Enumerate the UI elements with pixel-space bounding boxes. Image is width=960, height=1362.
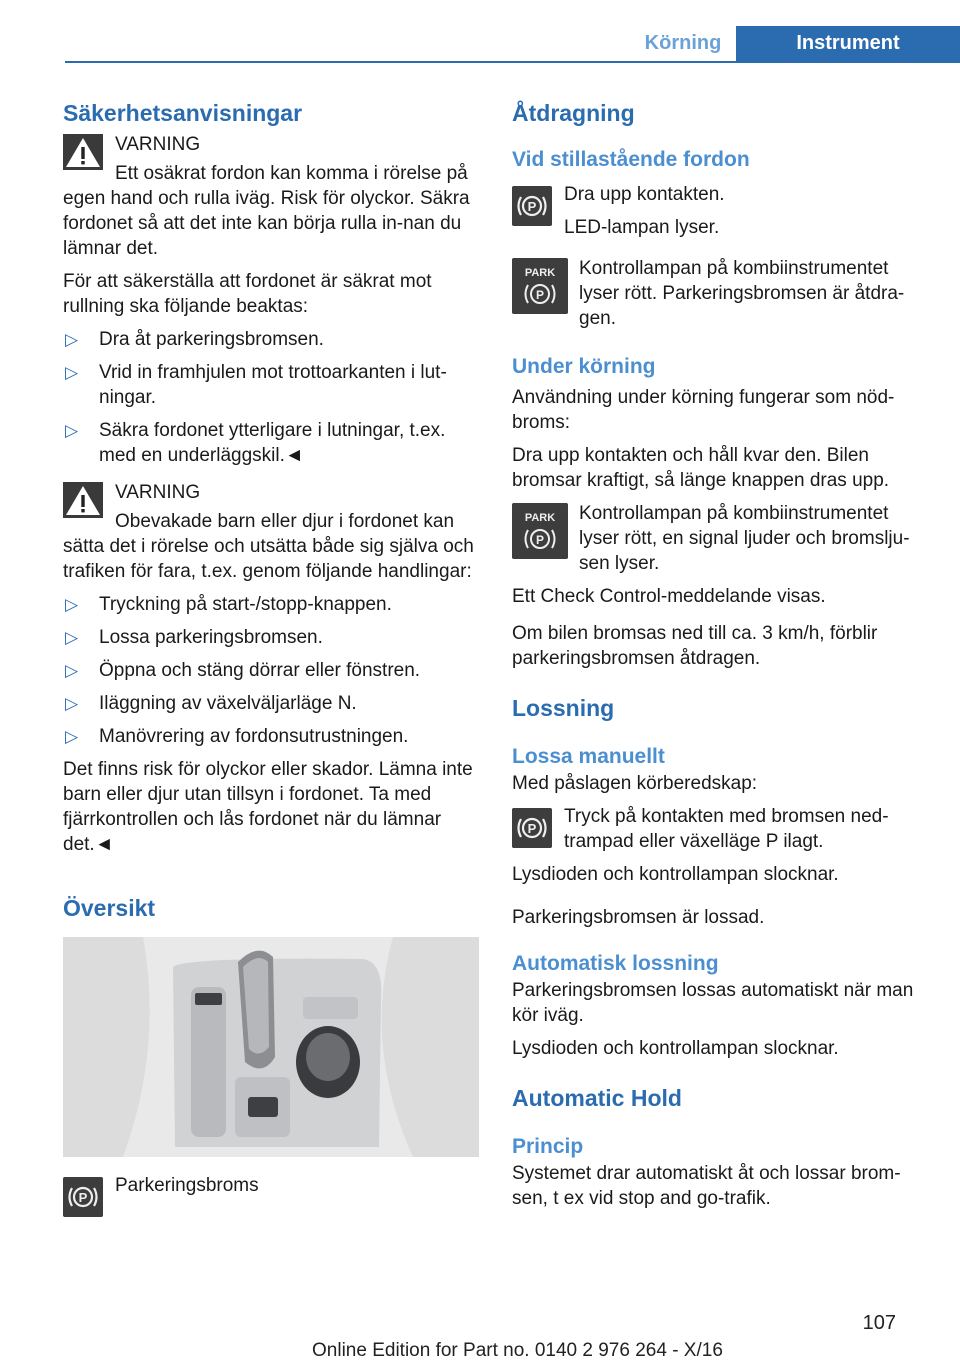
console-photo bbox=[63, 937, 479, 1157]
parking-brake-icon bbox=[512, 808, 552, 848]
paragraph: Dra upp kontakten och håll kvar den. Bilen bromsar kraftigt, så länge knappen dras upp. bbox=[512, 445, 890, 491]
warning-2 bbox=[63, 480, 481, 584]
instruction-row bbox=[512, 182, 932, 240]
heading-principle: Princip bbox=[512, 1135, 584, 1158]
svg-text:PARK: PARK bbox=[524, 512, 556, 524]
right-column bbox=[512, 98, 932, 1211]
caption-row bbox=[63, 1173, 481, 1213]
heading-driving: Under körning bbox=[512, 355, 656, 378]
indicator-text: Kontrollampan på kombiinstrumentet lyser rött. Parkeringsbromsen är åtdra‐gen. bbox=[579, 258, 905, 329]
left-column bbox=[63, 98, 481, 1213]
bullet-icon: ▷ bbox=[65, 628, 79, 647]
list-item: ▷ Manövrering av fordonsutrustningen. bbox=[65, 726, 409, 747]
list-item: ▷ Vrid in framhjulen mot trottoarkanten i lut‐ningar. bbox=[65, 362, 447, 408]
warning-text: Ett osäkrat fordon kan komma i rörelse på egen hand och rulla iväg. Risk för olyckor. Säkra fordonet så att det inte kan börja rulla in‐nan du lämnar det. bbox=[63, 163, 470, 259]
bullet-icon: ▷ bbox=[65, 330, 79, 349]
list-item: ▷ Säkra fordonet ytterligare i lutningar, t.ex. med en underläggskil.◄ bbox=[65, 420, 446, 466]
list-item: ▷ Öppna och stäng dörrar eller fönstren. bbox=[65, 660, 421, 681]
instruction-text: Tryck på kontakten med bromsen ned‐trampad eller växelläge P ilagt. bbox=[564, 806, 889, 852]
tab-instrument: Instrument bbox=[736, 26, 960, 62]
bullet-icon: ▷ bbox=[65, 727, 79, 746]
warning-title: VARNING bbox=[115, 134, 201, 155]
svg-text:P: P bbox=[535, 533, 545, 547]
park-indicator-icon bbox=[512, 503, 568, 559]
svg-text:PARK: PARK bbox=[524, 267, 556, 279]
parking-brake-icon bbox=[512, 186, 552, 226]
list-item: ▷ Lossa parkeringsbromsen. bbox=[65, 627, 323, 648]
parking-brake-icon bbox=[63, 1177, 103, 1217]
svg-text:P: P bbox=[535, 288, 545, 302]
caption-text: Parkeringsbroms bbox=[115, 1175, 259, 1196]
heading-release: Lossning bbox=[512, 695, 615, 721]
svg-text:P: P bbox=[78, 1190, 88, 1205]
warning-1 bbox=[63, 132, 481, 261]
indicator-row bbox=[512, 256, 932, 331]
instruction-text: LED-lampan lyser. bbox=[564, 217, 720, 238]
heading-manual: Lossa manuellt bbox=[512, 745, 665, 768]
list-item: ▷ Dra åt parkeringsbromsen. bbox=[65, 329, 324, 350]
park-indicator-icon bbox=[512, 258, 568, 314]
paragraph: Om bilen bromsas ned till ca. 3 km/h, förblir parkeringsbromsen åtdragen. bbox=[512, 623, 878, 669]
paragraph: Systemet drar automatiskt åt och lossar brom‐sen, t ex vid stop and go-trafik. bbox=[512, 1163, 901, 1209]
paragraph: Lysdioden och kontrollampan slocknar. bbox=[512, 864, 839, 885]
paragraph: Användning under körning fungerar som nöd‐broms: bbox=[512, 387, 895, 433]
list-item: ▷ Tryckning på start-/stopp-knappen. bbox=[65, 594, 392, 615]
tab-korning: Körning bbox=[644, 32, 722, 54]
bullet-icon: ▷ bbox=[65, 595, 79, 614]
bullet-icon: ▷ bbox=[65, 661, 79, 680]
warning-icon bbox=[63, 482, 103, 518]
svg-text:P: P bbox=[527, 199, 537, 214]
paragraph: Parkeringsbromsen lossas automatiskt när man kör iväg. bbox=[512, 980, 914, 1026]
heading-auto-release: Automatisk lossning bbox=[512, 952, 719, 975]
header-rule bbox=[65, 61, 960, 63]
warning-text: Obevakade barn eller djur i fordonet kan sätta det i rörelse och utsätta både sig själva och trafiken för fara, t.ex. genom följande handlingar: bbox=[63, 511, 474, 582]
instruction-row bbox=[512, 804, 932, 854]
paragraph: Med påslagen körberedskap: bbox=[512, 773, 758, 794]
heading-automatic-hold: Automatic Hold bbox=[512, 1085, 682, 1111]
heading-safety: Säkerhetsanvisningar bbox=[63, 100, 303, 126]
bullet-icon: ▷ bbox=[65, 421, 79, 440]
bullet-icon: ▷ bbox=[65, 363, 79, 382]
heading-apply: Åtdragning bbox=[512, 100, 635, 126]
svg-text:P: P bbox=[527, 821, 537, 836]
indicator-text: Kontrollampan på kombiinstrumentet lyser rött, en signal ljuder och bromslju‐sen lyser. bbox=[579, 503, 910, 574]
paragraph: Det finns risk för olyckor eller skador. Lämna inte barn eller djur utan tillsyn i fordonet. Ta med fjärrkontrollen och lås fordonet när du lämnar det.◄ bbox=[63, 759, 473, 855]
paragraph: Lysdioden och kontrollampan slocknar. bbox=[512, 1038, 839, 1059]
paragraph: Ett Check Control-meddelande visas. bbox=[512, 586, 826, 607]
indicator-row bbox=[512, 501, 932, 576]
list-item: ▷ Iläggning av växelväljarläge N. bbox=[65, 693, 357, 714]
warning-title: VARNING bbox=[115, 482, 201, 503]
edition-text: Online Edition for Part no. 0140 2 976 264 - X/16 bbox=[312, 1340, 723, 1361]
paragraph: För att säkerställa att fordonet är säkrat mot rullning ska följande beaktas: bbox=[63, 271, 432, 317]
bullet-icon: ▷ bbox=[65, 694, 79, 713]
heading-standstill: Vid stillastående fordon bbox=[512, 148, 750, 171]
warning-icon bbox=[63, 134, 103, 170]
instruction-text: Dra upp kontakten. bbox=[564, 184, 725, 205]
heading-overview: Översikt bbox=[63, 895, 156, 921]
paragraph: Parkeringsbromsen är lossad. bbox=[512, 907, 765, 928]
page-number: 107 bbox=[862, 1312, 896, 1334]
